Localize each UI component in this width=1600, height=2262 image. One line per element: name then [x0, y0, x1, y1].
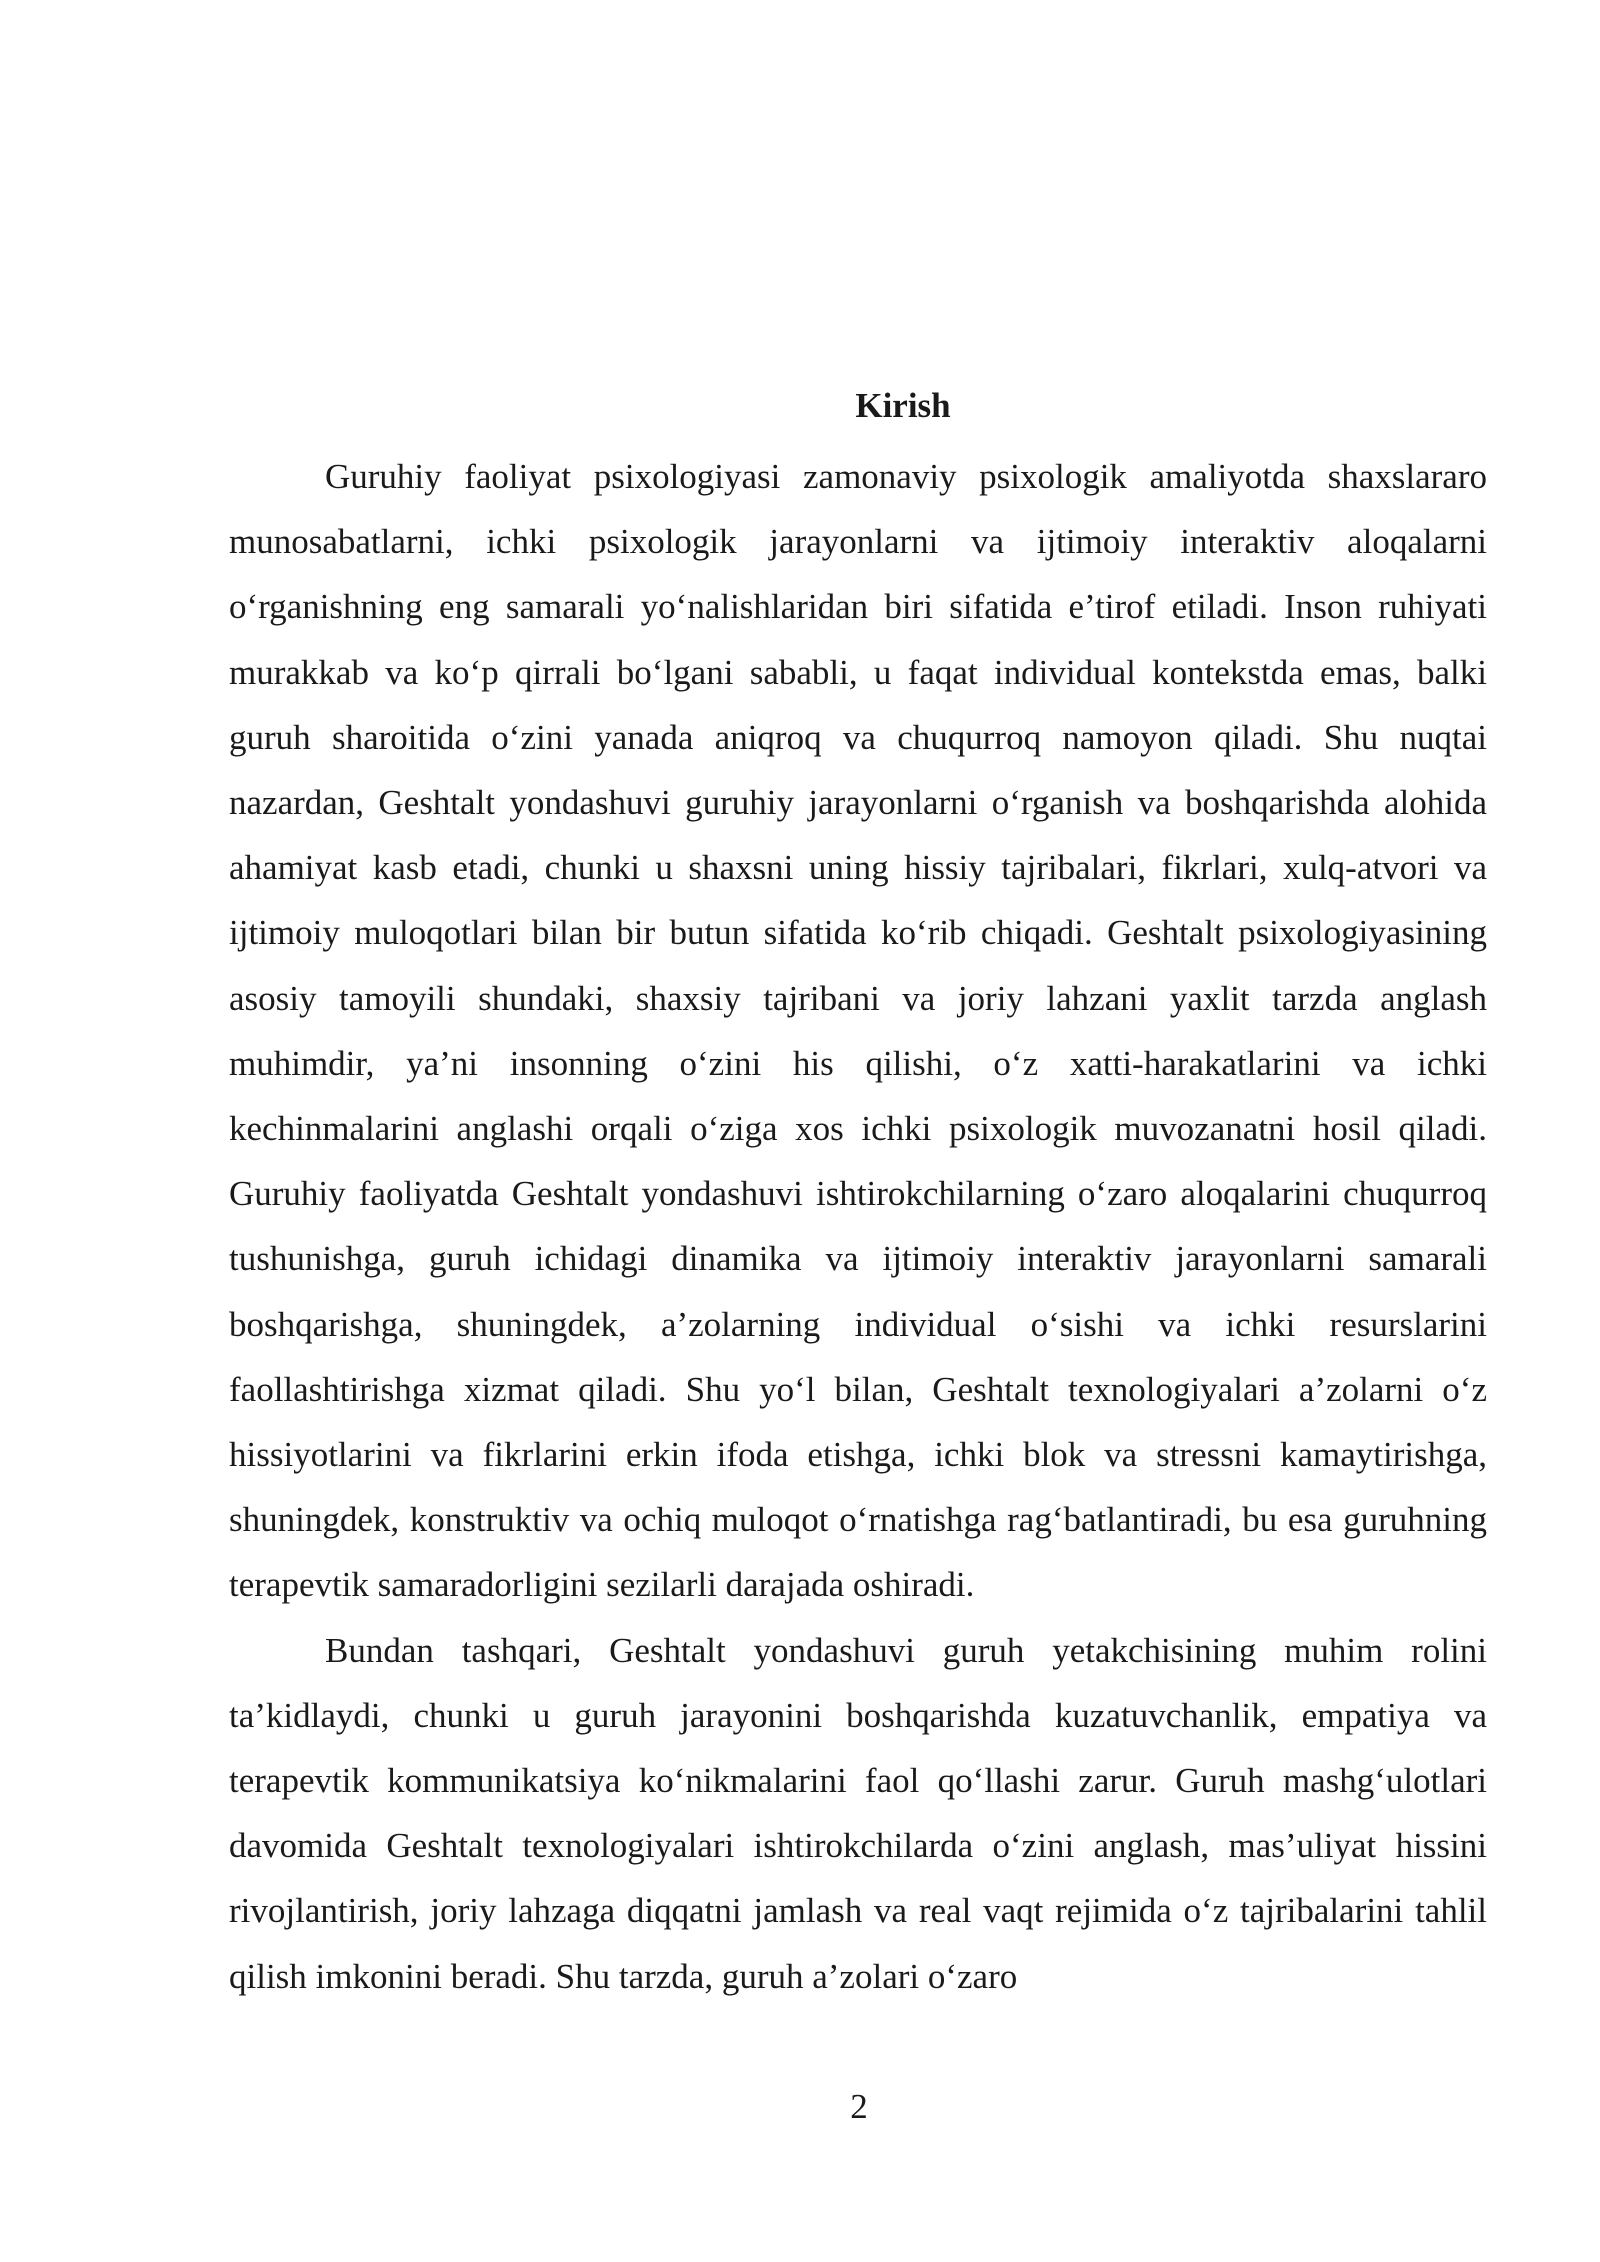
body-paragraph-2: Bundan tashqari, Geshtalt yondashuvi guruh yetakchisining muhim rolini ta’kidlaydi, chunki u guruh jarayonini boshqarishda kuzatuvchanlik, empatiya va terapevtik kommunikatsiya ko‘nikmalarini faol qo‘llashi zarur. Guruh mashg‘ulotlari davomida Geshtalt texnologiyalari ishtirokchilarda o‘zini anglash, mas’uliyat hissini rivojlantirish, joriy lahzaga diqqatni jamlash va real vaqt rejimida o‘z tajribalarini tahlil qilish imkonini beradi. Shu tarzda, guruh a’zolari o‘zaro: [229, 1630, 1487, 1996]
section-heading: Kirish: [855, 386, 951, 425]
page-number: 2: [850, 2087, 868, 2126]
body-paragraph-1: Guruhiy faoliyat psixologiyasi zamonaviy psixologik amaliyotda shaxslararo munosabatlarni, ichki psixologik jarayonlarni va ijtimoiy interaktiv aloqalarni o‘rganishning eng samarali yo‘nalishlaridan biri sifatida e’tirof etiladi. Inson ruhiyati murakkab va ko‘p qirrali bo‘lgani sababli, u faqat individual kontekstda emas, balki guruh sharoitida o‘zini yanada aniqroq va chuqurroq namoyon qiladi. Shu nuqtai nazardan, Geshtalt yondashuvi guruhiy jarayonlarni o‘rganish va boshqarishda alohida ahamiyat kasb etadi, chunki u shaxsni uning hissiy tajribalari, fikrlari, xulq-atvori va ijtimoiy muloqotlari bilan bir butun sifatida ko‘rib chiqadi. Geshtalt psixologiyasining asosiy tamoyili shundaki, shaxsiy tajribani va joriy lahzani yaxlit tarzda anglash muhimdir, ya’ni insonning o‘zini his qilishi, o‘z xatti-harakatlarini va ichki kechinmalarini anglashi orqali o‘ziga xos ichki psixologik muvozanatni hosil qiladi. Guruhiy faoliyatda Geshtalt yondashuvi ishtirokchilarning o‘zaro aloqalarini chuqurroq tushunishga, guruh ichidagi dinamika va ijtimoiy interaktiv jarayonlarni samarali boshqarishga, shuningdek, a’zolarning individual o‘sishi va ichki resurslarini faollashtirishga xizmat qiladi. Shu yo‘l bilan, Geshtalt texnologiyalari a’zolarni o‘z hissiyotlarini va fikrlarini erkin ifoda etishga, ichki blok va stressni kamaytirishga, shuningdek, konstruktiv va ochiq muloqot o‘rnatishga rag‘batlantiradi, bu esa guruhning terapevtik samaradorligini sezilarli darajada oshiradi.: [229, 457, 1487, 1605]
page-content: [229, 380, 1487, 2009]
